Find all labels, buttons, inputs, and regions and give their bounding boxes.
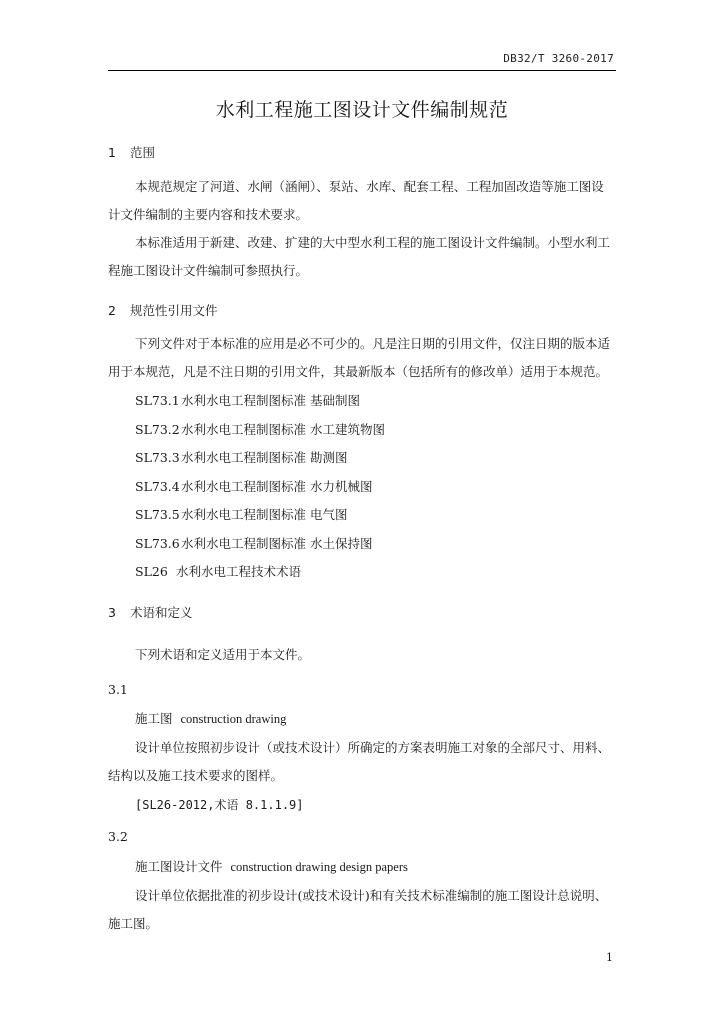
section-2-heading (108, 303, 218, 319)
reference-item (135, 507, 347, 523)
reference-title: 水利水电工程制图标准 基础制图 (181, 393, 360, 408)
reference-title: 水利水电工程制图标准 水工建筑物图 (181, 422, 385, 437)
paragraph-line: 本标准适用于新建、改建、扩建的大中型水利工程的施工图设计文件编制。小型水利工 (135, 235, 611, 250)
reference-item (135, 422, 385, 438)
term-zh: 施工图设计文件 (135, 859, 223, 874)
page-number: 1 (606, 951, 613, 964)
reference-title: 水利水电工程制图标准 勘测图 (181, 450, 348, 465)
document-title: 水利工程施工图设计文件编制规范 (215, 99, 509, 121)
term-en: construction drawing design papers (230, 860, 408, 874)
definition-line: 设计单位依据批准的初步设计(或技术设计)和有关技术标准编制的施工图设计总说明、 (135, 888, 608, 903)
paragraph-line: 下列术语和定义适用于本文件。 (135, 647, 311, 662)
reference-title: 水利水电工程制图标准 水土保持图 (181, 536, 373, 551)
paragraph-line: 用于本规范，凡是不注日期的引用文件，其最新版本（包括所有的修改单）适用于本规范。 (108, 364, 609, 379)
term-number: 3.2 (108, 829, 128, 844)
term-entry (135, 859, 408, 875)
reference-code: SL26 (135, 564, 168, 579)
paragraph-line: 程施工图设计文件编制可参照执行。 (108, 263, 309, 278)
section-title: 规范性引用文件 (130, 303, 218, 318)
term-en: construction drawing (180, 712, 287, 726)
definition-line: 施工图。 (108, 916, 159, 931)
section-title: 范围 (130, 145, 156, 160)
standard-code: DB32/T 3260-2017 (503, 52, 614, 65)
paragraph-line: 计文件编制的主要内容和技术要求。 (108, 207, 309, 222)
reference-code: SL73.2 (135, 422, 180, 437)
reference-code: SL73.1 (135, 393, 180, 408)
reference-title: 水利水电工程技术术语 (176, 564, 302, 579)
reference-title: 水利水电工程制图标准 水力机械图 (181, 479, 373, 494)
paragraph-line: 下列文件对于本标准的应用是必不可少的。凡是注日期的引用文件，仅注日期的版本适 (135, 336, 611, 351)
reference-code: SL73.4 (135, 479, 180, 494)
definition-line: 设计单位按照初步设计（或技术设计）所确定的方案表明施工对象的全部尺寸、用料、 (135, 740, 611, 755)
reference-item (135, 536, 372, 552)
reference-item (135, 479, 372, 495)
term-zh: 施工图 (135, 711, 173, 726)
section-3-heading (108, 605, 193, 621)
paragraph-line: 本规范规定了河道、水闸（涵闸）、泵站、水库、配套工程、工程加固改造等施工图设 (135, 179, 604, 194)
reference-code: SL73.3 (135, 450, 180, 465)
reference-item (135, 393, 360, 409)
section-number: 1 (108, 145, 116, 160)
reference-title: 水利水电工程制图标准 电气图 (181, 507, 348, 522)
section-number: 3 (108, 605, 116, 620)
term-number: 3.1 (108, 682, 128, 697)
reference-item (135, 564, 301, 580)
reference-code: SL73.6 (135, 536, 180, 551)
reference-code: SL73.5 (135, 507, 180, 522)
section-1-heading (108, 145, 155, 161)
term-entry (135, 711, 286, 727)
reference-item (135, 450, 347, 466)
section-number: 2 (108, 303, 116, 318)
term-source: [SL26-2012,术语 8.1.1.9] (135, 798, 304, 812)
definition-line: 结构以及施工技术要求的图样。 (108, 768, 284, 783)
header-rule (108, 70, 616, 71)
section-title: 术语和定义 (130, 605, 193, 620)
